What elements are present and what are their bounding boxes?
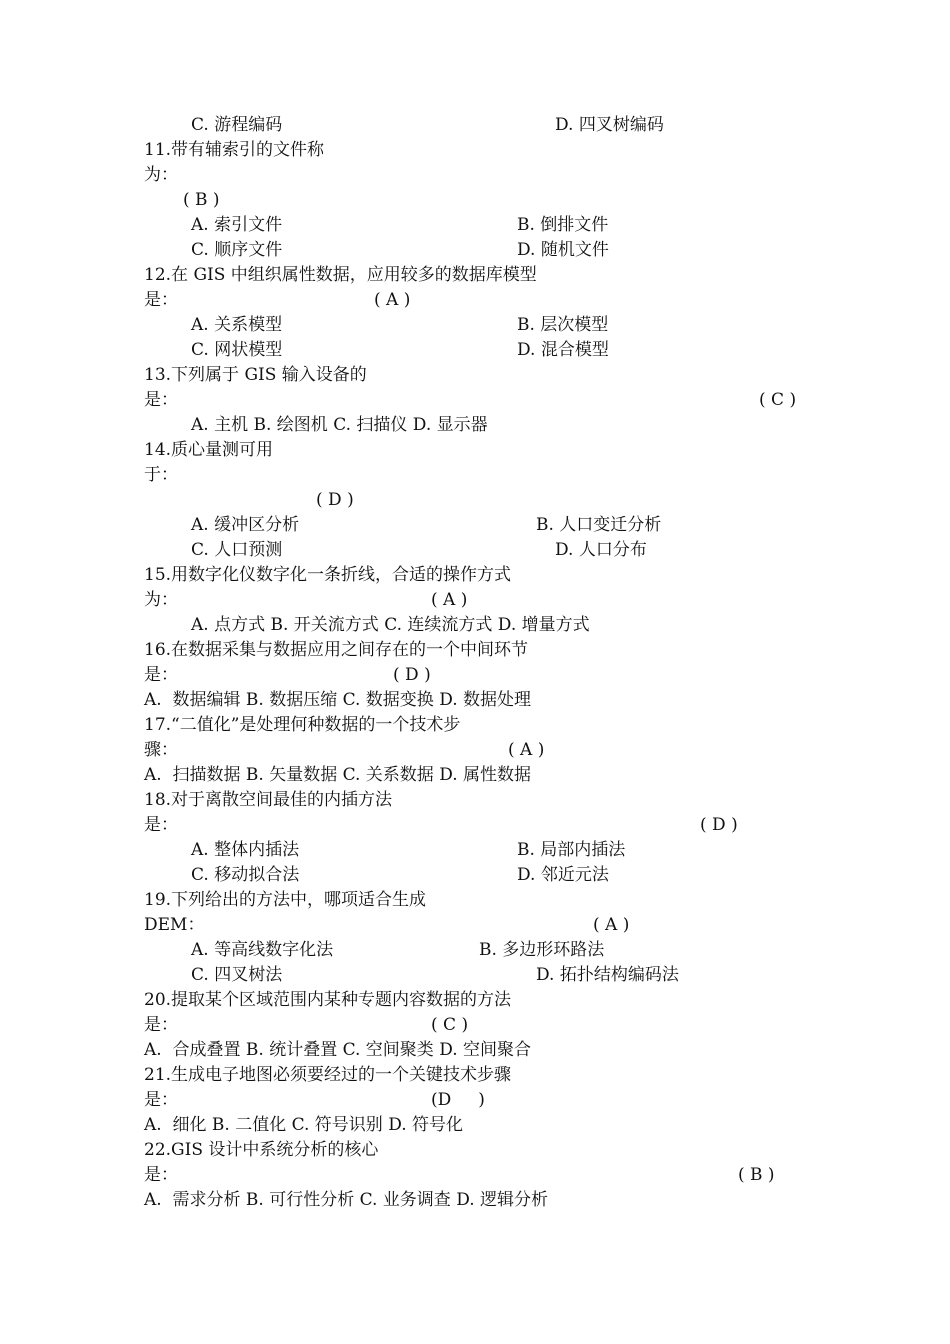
- text-line: D. 四叉树编码: [555, 115, 664, 135]
- text-line: 18.对于离散空间最佳的内插方法: [144, 790, 393, 810]
- text-line: A. 细化 B. 二值化 C. 符号识别 D. 符号化: [144, 1115, 464, 1135]
- text-line: ( A ): [508, 740, 545, 760]
- text-line: ( D ): [700, 815, 738, 835]
- text-line: 是：: [144, 390, 178, 410]
- text-line: ( B ): [738, 1165, 775, 1185]
- text-line: ( D ): [393, 665, 431, 685]
- text-line: 19.下列给出的方法中，哪项适合生成: [144, 890, 427, 910]
- text-line: 14.质心量测可用: [144, 440, 274, 460]
- text-line: A. 需求分析 B. 可行性分析 C. 业务调查 D. 逻辑分析: [144, 1190, 549, 1210]
- text-line: A. 索引文件: [191, 215, 283, 235]
- text-line: 12.在 GIS 中组织属性数据，应用较多的数据库模型: [144, 265, 537, 285]
- text-line: DEM：: [144, 915, 205, 935]
- text-line: B. 层次模型: [517, 315, 609, 335]
- text-line: C. 网状模型: [191, 340, 283, 360]
- text-line: A. 主机 B. 绘图机 C. 扫描仪 D. 显示器: [191, 415, 488, 435]
- text-line: C. 人口预测: [191, 540, 283, 560]
- text-line: D. 混合模型: [517, 340, 609, 360]
- text-line: ( A ): [593, 915, 630, 935]
- text-line: 为：: [144, 590, 178, 610]
- text-line: A. 数据编辑 B. 数据压缩 C. 数据变换 D. 数据处理: [144, 690, 532, 710]
- text-line: B. 多边形环路法: [479, 940, 605, 960]
- text-line: 是：: [144, 1165, 178, 1185]
- text-line: C. 游程编码: [191, 115, 283, 135]
- text-line: 13.下列属于 GIS 输入设备的: [144, 365, 367, 385]
- text-line: D. 人口分布: [555, 540, 647, 560]
- text-line: 是：: [144, 1015, 178, 1035]
- text-line: ( C ): [759, 390, 797, 410]
- text-line: 是：: [144, 1090, 178, 1110]
- text-line: 17.“二值化”是处理何种数据的一个技术步: [144, 715, 461, 735]
- text-line: ( C ): [431, 1015, 469, 1035]
- text-line: 是：: [144, 290, 178, 310]
- text-line: A. 点方式 B. 开关流方式 C. 连续流方式 D. 增量方式: [191, 615, 590, 635]
- text-line: A. 合成叠置 B. 统计叠置 C. 空间聚类 D. 空间聚合: [144, 1040, 532, 1060]
- text-line: 是：: [144, 815, 178, 835]
- text-line: 16.在数据采集与数据应用之间存在的一个中间环节: [144, 640, 529, 660]
- text-line: 为：: [144, 165, 178, 185]
- text-line: C. 移动拟合法: [191, 865, 300, 885]
- text-line: 是：: [144, 665, 178, 685]
- text-line: ( D ): [316, 490, 354, 510]
- text-line: ( A ): [374, 290, 411, 310]
- text-line: 22.GIS 设计中系统分析的核心: [144, 1140, 379, 1160]
- text-line: B. 人口变迁分析: [536, 515, 662, 535]
- text-line: 于：: [144, 465, 178, 485]
- text-line: A. 整体内插法: [191, 840, 300, 860]
- text-line: (D ): [431, 1090, 485, 1110]
- text-line: A. 扫描数据 B. 矢量数据 C. 关系数据 D. 属性数据: [144, 765, 532, 785]
- text-line: A. 缓冲区分析: [191, 515, 300, 535]
- text-line: 20.提取某个区域范围内某种专题内容数据的方法: [144, 990, 512, 1010]
- text-line: 15.用数字化仪数字化一条折线，合适的操作方式: [144, 565, 512, 585]
- text-line: D. 拓扑结构编码法: [536, 965, 679, 985]
- text-line: C. 顺序文件: [191, 240, 283, 260]
- text-line: ( A ): [431, 590, 468, 610]
- text-line: 骤：: [144, 740, 178, 760]
- text-line: 21.生成电子地图必须要经过的一个关键技术步骤: [144, 1065, 512, 1085]
- text-line: ( B ): [183, 190, 220, 210]
- text-line: A. 关系模型: [191, 315, 283, 335]
- text-line: C. 四叉树法: [191, 965, 283, 985]
- text-line: D. 随机文件: [517, 240, 609, 260]
- text-line: A. 等高线数字化法: [191, 940, 334, 960]
- text-line: D. 邻近元法: [517, 865, 609, 885]
- text-line: B. 倒排文件: [517, 215, 609, 235]
- text-line: 11.带有辅索引的文件称: [144, 140, 325, 160]
- text-line: B. 局部内插法: [517, 840, 626, 860]
